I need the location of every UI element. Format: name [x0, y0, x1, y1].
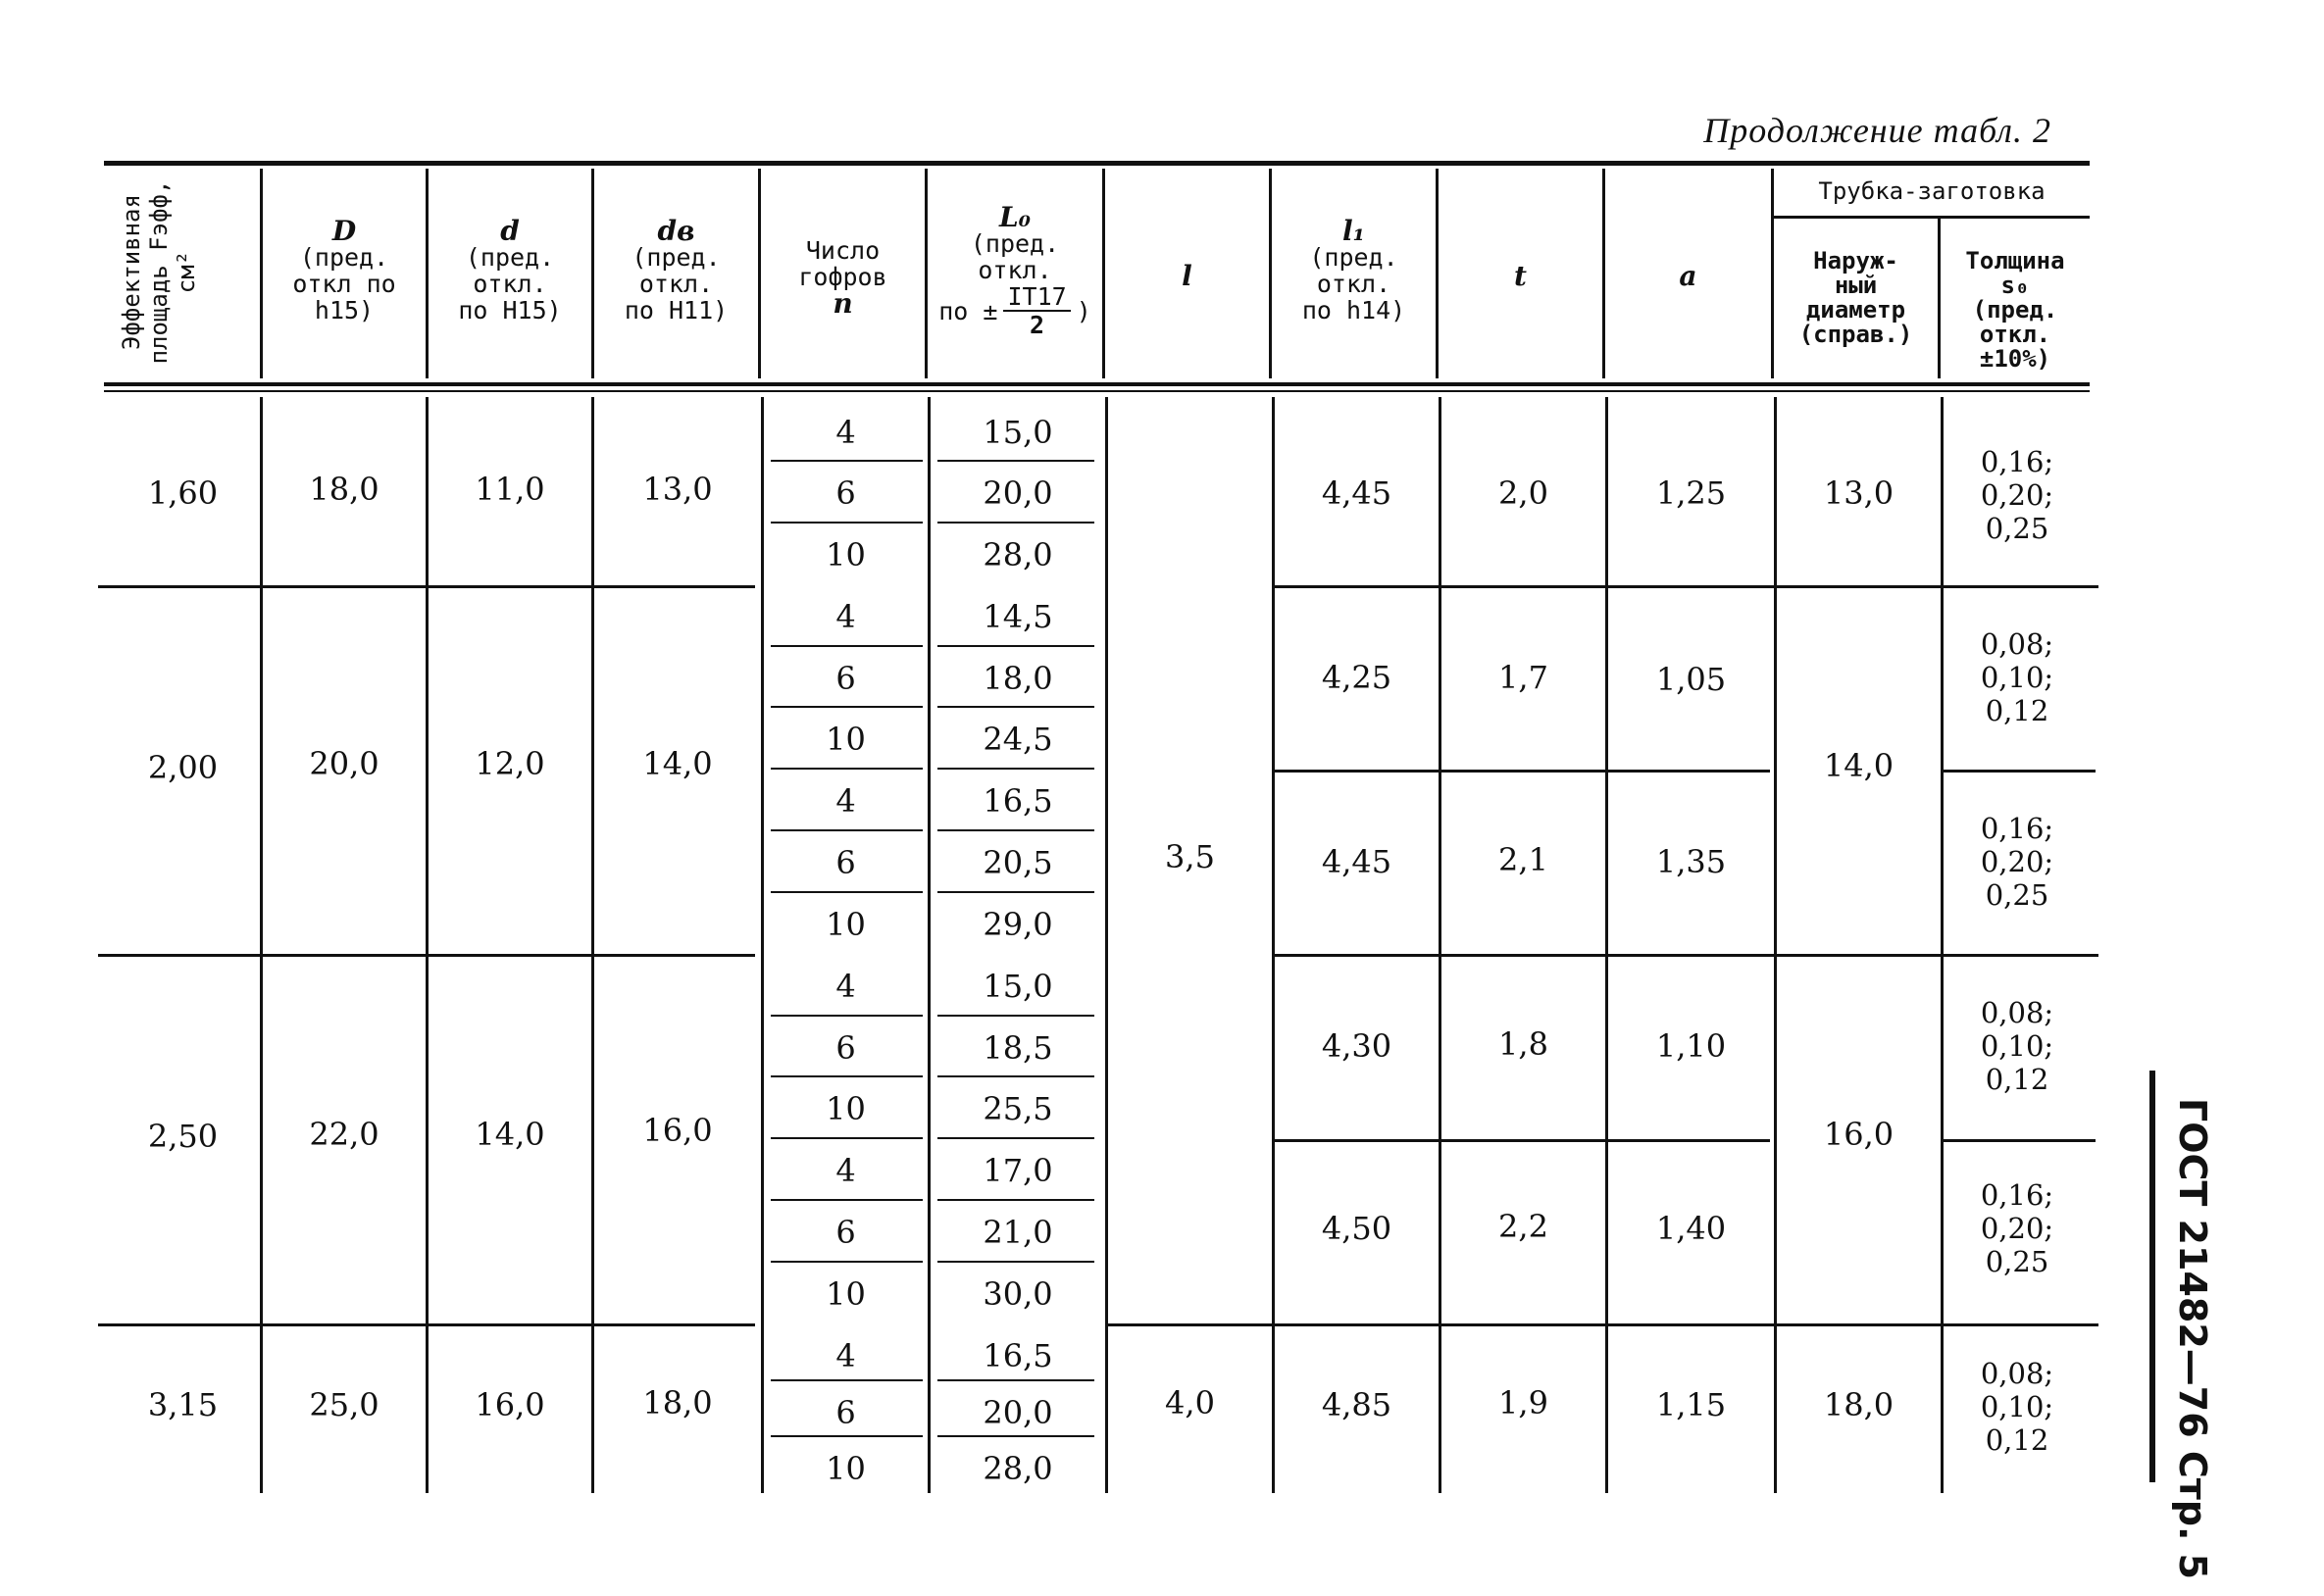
header-a: a	[1679, 260, 1697, 292]
g1-thickness: 0,16; 0,20; 0,25	[1980, 445, 2054, 545]
header-bottom-rule	[104, 382, 2090, 386]
g2-L0-rule-1	[937, 645, 1094, 647]
g3-n-rule-5	[771, 1261, 923, 1263]
header-l: l	[1182, 260, 1192, 292]
g3-n-2: 6	[835, 1028, 856, 1067]
g2-n-4: 4	[835, 782, 856, 821]
g3-sub2-l1: 4,50	[1321, 1210, 1392, 1247]
g1-D: 18,0	[309, 471, 379, 508]
g2-sub1-t: 1,7	[1498, 659, 1548, 696]
l-shared: 3,5	[1165, 838, 1215, 875]
g2-L0-1: 14,5	[983, 598, 1053, 635]
g3-sub1-a: 1,10	[1655, 1027, 1727, 1065]
body-vline-9	[1605, 397, 1608, 1493]
g2-sub2-a: 1,35	[1655, 843, 1727, 880]
g3-dv: 16,0	[642, 1112, 713, 1149]
g2-dv: 14,0	[642, 745, 713, 782]
g4-L0-3: 28,0	[983, 1450, 1053, 1487]
g3-sub1-thickness: 0,08; 0,10; 0,12	[1980, 996, 2054, 1096]
g3-n-1: 4	[835, 968, 856, 1005]
g4-L0-rule-2	[937, 1435, 1094, 1437]
g3-n-rule-4	[771, 1199, 923, 1201]
g3-n-4: 4	[835, 1152, 856, 1190]
g4-a: 1,15	[1655, 1386, 1727, 1423]
g4-D: 25,0	[309, 1386, 379, 1423]
g3-n-rule-2	[771, 1075, 923, 1077]
g3-L0-rule-2	[937, 1075, 1094, 1077]
g3-sub2-t: 2,2	[1498, 1208, 1548, 1245]
g3-n-6: 10	[826, 1274, 866, 1313]
g1-L0-1: 15,0	[983, 414, 1053, 451]
g1-d: 11,0	[475, 471, 545, 508]
g2-outer: 14,0	[1823, 747, 1895, 784]
g4-area: 3,15	[147, 1386, 219, 1423]
sep-g1-right	[1275, 585, 2098, 588]
g3-n-rule-3	[771, 1137, 923, 1139]
g2-L0-6: 29,0	[983, 905, 1053, 943]
g3-L0-rule-5	[937, 1261, 1094, 1263]
body-vline-11	[1941, 397, 1944, 1493]
g3-area: 2,50	[147, 1118, 219, 1155]
sep-g3-right	[1108, 1323, 2098, 1326]
g3-L0-1: 15,0	[983, 968, 1053, 1005]
g3-sub1-l1: 4,30	[1321, 1027, 1392, 1065]
header-thickness: Толщина s₀ (пред. откл. ±10%)	[1965, 247, 2065, 373]
sep-g3-sub	[1275, 1139, 1770, 1142]
body-vline-6	[1105, 397, 1108, 1493]
g4-t: 1,9	[1498, 1384, 1548, 1421]
g2-n-rule-5	[771, 891, 923, 893]
sep-g2-left	[98, 954, 755, 957]
g4-dv: 18,0	[642, 1384, 713, 1421]
g1-n-2: 6	[835, 474, 856, 513]
body-vline-7	[1272, 397, 1275, 1493]
g1-area: 1,60	[147, 474, 219, 512]
g2-sub2-thickness: 0,16; 0,20; 0,25	[1980, 812, 2054, 912]
g3-d: 14,0	[475, 1116, 545, 1153]
sep-g1-left	[98, 585, 755, 588]
g2-L0-rule-4	[937, 829, 1094, 831]
g3-L0-6: 30,0	[983, 1274, 1053, 1313]
sep-g3-sub-thick	[1944, 1139, 2096, 1142]
side-label: ГОСТ 21482—76 Стр. 5	[2171, 1098, 2214, 1580]
g1-outer: 13,0	[1823, 474, 1895, 512]
g1-n-1: 4	[835, 414, 856, 451]
g4-n-rule-1	[771, 1379, 923, 1381]
g2-L0-2: 18,0	[983, 659, 1053, 697]
g4-d: 16,0	[475, 1386, 545, 1423]
body-vline-1	[260, 397, 263, 1493]
g2-L0-4: 16,5	[983, 782, 1053, 821]
g2-sub2-t: 2,1	[1498, 841, 1548, 878]
g3-L0-rule-1	[937, 1015, 1094, 1017]
g4-l: 4,0	[1165, 1384, 1215, 1421]
body-vline-3	[591, 397, 594, 1493]
header-L0: L₀ (пред. откл. по ± $\frac{IT17}{2}$ )	[938, 201, 1091, 339]
sep-g2-right	[1275, 954, 2098, 957]
g3-L0-rule-4	[937, 1199, 1094, 1201]
g2-D: 20,0	[309, 745, 379, 782]
g4-l1: 4,85	[1321, 1386, 1392, 1423]
g1-t: 2,0	[1498, 474, 1548, 512]
g2-L0-rule-2	[937, 706, 1094, 708]
g2-sub1-a: 1,05	[1655, 661, 1727, 698]
header-dv: dв (пред. откл. по H11)	[624, 215, 729, 324]
g2-n-3: 10	[826, 721, 866, 759]
body-vline-10	[1774, 397, 1777, 1493]
g2-sub1-l1: 4,25	[1321, 659, 1392, 696]
g2-n-rule-4	[771, 829, 923, 831]
g2-n-rule-3	[771, 768, 923, 770]
header-outer-diameter: Наруж-ный диаметр (справ.)	[1798, 247, 1913, 348]
header-l1: l₁ (пред. откл. по h14)	[1301, 215, 1406, 324]
g4-L0-2: 20,0	[983, 1393, 1053, 1431]
header-tube-group: Трубка-заготовка	[1818, 177, 2046, 205]
header-d: d (пред. откл. по H15)	[458, 215, 562, 324]
g3-L0-4: 17,0	[983, 1152, 1053, 1190]
g3-L0-2: 18,5	[983, 1028, 1053, 1067]
g2-L0-rule-5	[937, 891, 1094, 893]
g3-sub2-a: 1,40	[1655, 1210, 1727, 1247]
body-vline-2	[426, 397, 429, 1493]
g2-n-rule-2	[771, 706, 923, 708]
g3-sub2-thickness: 0,16; 0,20; 0,25	[1980, 1178, 2054, 1278]
g3-L0-rule-3	[937, 1137, 1094, 1139]
g4-n-rule-2	[771, 1435, 923, 1437]
g2-n-1: 4	[835, 598, 856, 635]
g3-n-5: 6	[835, 1213, 856, 1251]
g2-n-5: 6	[835, 843, 856, 881]
g2-n-2: 6	[835, 659, 856, 697]
body-vline-8	[1439, 397, 1441, 1493]
g1-L0-rule-1	[937, 460, 1094, 462]
g2-sub1-thickness: 0,08; 0,10; 0,12	[1980, 627, 2054, 727]
g4-thickness: 0,08; 0,10; 0,12	[1980, 1357, 2054, 1457]
g1-l1: 4,45	[1321, 474, 1392, 512]
g3-D: 22,0	[309, 1116, 379, 1153]
g2-n-rule-1	[771, 645, 923, 647]
g2-n-6: 10	[826, 905, 866, 943]
sep-g2-sub-thick	[1944, 770, 2096, 773]
g4-n-1: 4	[835, 1337, 856, 1374]
g2-L0-3: 24,5	[983, 721, 1053, 759]
g1-n-3: 10	[826, 535, 866, 574]
header-D: D (пред. откл по h15)	[292, 215, 396, 324]
g1-L0-2: 20,0	[983, 474, 1053, 513]
g1-L0-3: 28,0	[983, 535, 1053, 574]
header-area: Эффективная площадь Fэфф, см²	[118, 179, 200, 365]
g1-L0-rule-2	[937, 522, 1094, 524]
continuation-title: Продолжение табл. 2	[1703, 111, 2051, 150]
g4-n-2: 6	[835, 1393, 856, 1431]
g3-n-3: 10	[826, 1090, 866, 1128]
g2-L0-rule-3	[937, 768, 1094, 770]
g3-n-rule-1	[771, 1015, 923, 1017]
g2-d: 12,0	[475, 745, 545, 782]
g1-a: 1,25	[1655, 474, 1727, 512]
sep-g3-left	[98, 1323, 755, 1326]
header-bottom-rule-thin	[104, 390, 2090, 392]
g4-n-3: 10	[826, 1450, 866, 1487]
g2-L0-5: 20,5	[983, 843, 1053, 881]
g1-dv: 13,0	[642, 471, 713, 508]
sep-g2-sub	[1275, 770, 1770, 773]
g3-outer: 16,0	[1823, 1116, 1895, 1153]
g3-L0-5: 21,0	[983, 1213, 1053, 1251]
header-n: Число гофров n	[798, 236, 887, 320]
g1-n-rule-1	[771, 460, 923, 462]
g4-outer: 18,0	[1823, 1386, 1895, 1423]
g2-sub2-l1: 4,45	[1321, 843, 1392, 880]
g3-sub1-t: 1,8	[1498, 1025, 1548, 1063]
table-top-rule	[104, 161, 2090, 166]
g4-L0-rule-1	[937, 1379, 1094, 1381]
header-t: t	[1514, 260, 1527, 292]
g3-L0-3: 25,5	[983, 1090, 1053, 1128]
g4-L0-1: 16,5	[983, 1337, 1053, 1374]
g1-n-rule-2	[771, 522, 923, 524]
g2-area: 2,00	[147, 749, 219, 786]
hdr-group-rule	[1771, 216, 2090, 219]
